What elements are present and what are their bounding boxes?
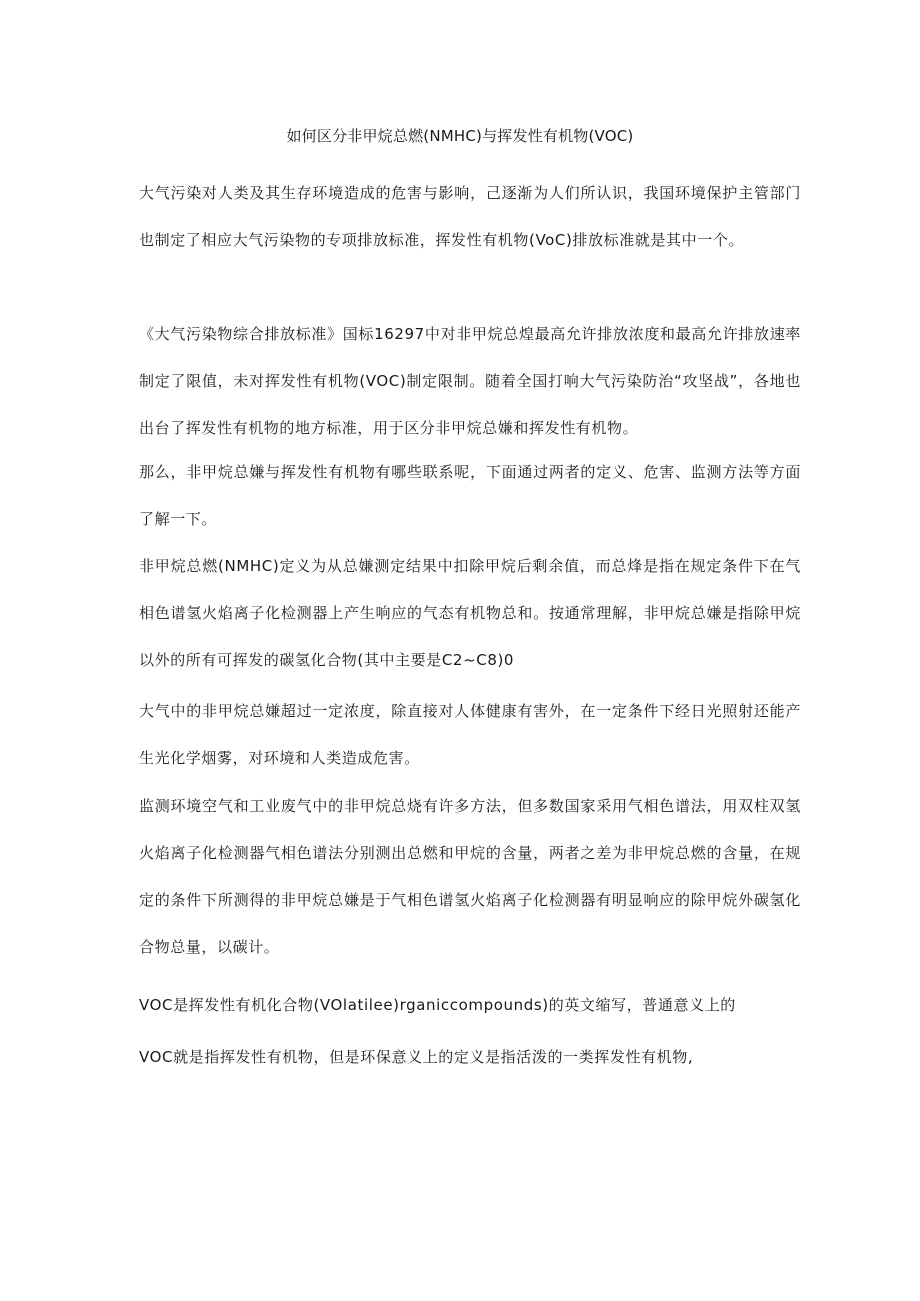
- paragraph-voc-abbreviation: VOC是挥发性有机化合物(VOlatilee)rganiccompounds)的英文缩写，普通意义上的: [139, 996, 736, 1014]
- paragraph-monitoring: 监测环境空气和工业废气中的非甲烷总烧有许多方法，但多数国家采用气相色谱法，用双柱双氢火焰离子化检测器气相色谱法分别测出总燃和甲烷的含量，两者之差为非甲烷总燃的含量，在规定的条件下所测得的非甲烷总嫌是于气相色谱氢火焰离子化检测器有明显响应的除甲烷外碳氢化合物总量，以碳计。: [139, 797, 801, 956]
- document-title: 如何区分非甲烷总燃(NMHC)与挥发性有机物(VOC): [286, 127, 634, 145]
- paragraph-intro: 大气污染对人类及其生存环境造成的危害与影响，己逐渐为人们所认识，我国环境保护主管部门也制定了相应大气污染物的专项排放标准，挥发性有机物(VoC)排放标准就是其中一个。: [139, 184, 801, 249]
- paragraph-standard: 《大气污染物综合排放标准》国标16297中对非甲烷总煌最高允许排放浓度和最高允许排放速率制定了限值，未对挥发性有机物(VOC)制定限制。随着全国打响大气污染防治“攻坚战”，各地也出台了挥发性有机物的地方标准，用于区分非甲烷总嫌和挥发性有机物。: [139, 325, 801, 437]
- paragraph-nmhc-definition: 非甲烷总燃(NMHC)定义为从总嫌测定结果中扣除甲烷后剩余值，而总烽是指在规定条件下在气相色谱氢火焰离子化检测器上产生响应的气态有机物总和。按通常理解，非甲烷总嫌是指除甲烷以外的所有可挥发的碳氢化合物(其中主要是C2~C8)0: [139, 557, 801, 669]
- paragraph-nmhc-hazard: 大气中的非甲烷总嫌超过一定浓度，除直接对人体健康有害外，在一定条件下经日光照射还能产生光化学烟雾，对环境和人类造成危害。: [139, 702, 801, 767]
- paragraph-voc-definition: VOC就是指挥发性有机物，但是环保意义上的定义是指活泼的一类挥发性有机物,: [139, 1048, 694, 1066]
- paragraph-question: 那么，非甲烷总嫌与挥发性有机物有哪些联系呢，下面通过两者的定义、危害、监测方法等方面了解一下。: [139, 463, 801, 528]
